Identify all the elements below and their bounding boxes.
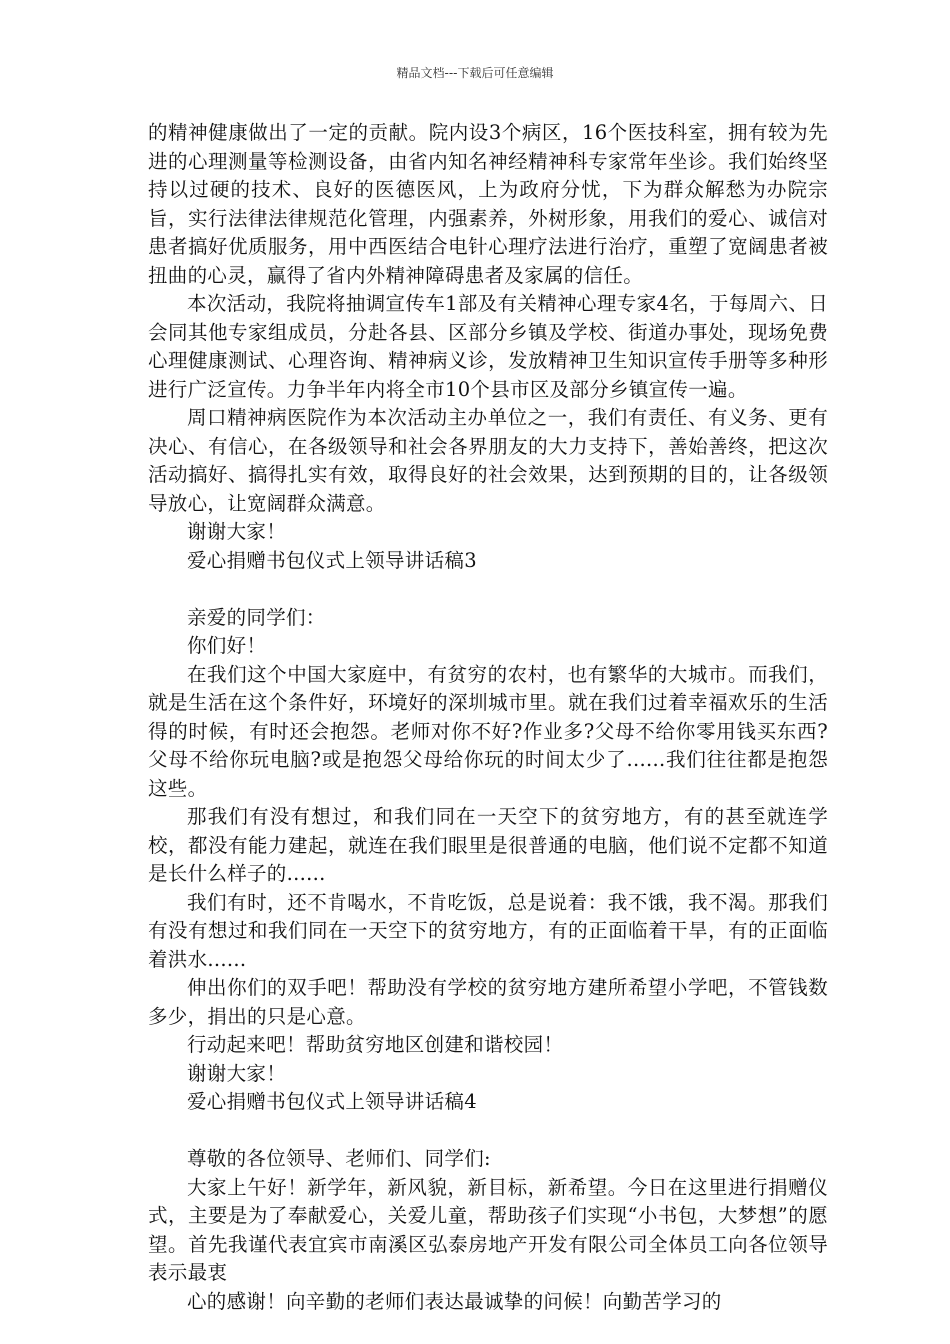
paragraph: 在我们这个中国大家庭中，有贫穷的农村，也有繁华的大城市。而我们，就是生活在这个条件好，环境好的深圳城市里。就在我们过着幸福欢乐的生活得的时候，有时还会抱怨。老师对你不好?作业多?父母不给你零用钱买东西?父母不给你玩电脑?或是抱怨父母给你玩的时间太少了......我们往往都是抱怨这些。 <box>148 662 828 800</box>
paragraph: 伸出你们的双手吧！帮助没有学校的贫穷地方建所希望小学吧，不管钱数多少，捐出的只是心意。 <box>148 976 828 1028</box>
paragraph: 周口精神病医院作为本次活动主办单位之一，我们有责任、有义务、更有决心、有信心，在各级领导和社会各界朋友的大力支持下，善始善终，把这次活动搞好、搞得扎实有效，取得良好的社会效果，达到预期的目的，让各级领导放心，让宽阔群众满意。 <box>148 406 828 515</box>
paragraph: 那我们有没有想过，和我们同在一天空下的贫穷地方，有的甚至就连学校，都没有能力建起，就连在我们眼里是很普通的电脑，他们说不定都不知道是长什么样子的...... <box>148 805 828 885</box>
paragraph: 我们有时，还不肯喝水，不肯吃饭，总是说着：我不饿，我不渴。那我们有没有想过和我们同在一天空下的贫穷地方，有的正面临着干旱，有的正面临着洪水...... <box>148 890 828 971</box>
blank-line <box>148 1117 828 1146</box>
blank-line <box>148 575 828 604</box>
paragraph: 爱心捐赠书包仪式上领导讲话稿3 <box>187 548 477 572</box>
paragraph: 行动起来吧！帮助贫穷地区创建和谐校园！ <box>187 1033 564 1056</box>
paragraph: 亲爱的同学们： <box>187 605 326 629</box>
page-header: 精品文档---下载后可任意编辑 <box>396 66 554 80</box>
paragraph: 爱心捐赠书包仪式上领导讲话稿4 <box>187 1090 477 1113</box>
paragraph: 的精神健康做出了一定的贡献。院内设3个病区，16个医技科室，拥有较为先进的心理测量等检测设备，由省内知名神经精神科专家常年坐诊。我们始终坚持以过硬的技术、良好的医德医风，上为政府分忧，下为群众解愁为办院宗旨，实行法律法律规范化管理，内强素养，外树形象，用我们的爱心、诚信对患者搞好优质服务，用中西医结合电针心理疗法进行治疗，重塑了宽阔患者被扭曲的心灵，赢得了省内外精神障碍患者及家属的信任。 <box>148 121 828 287</box>
paragraph: 谢谢大家！ <box>187 520 287 543</box>
paragraph: 尊敬的各位领导、老师们、同学们: <box>187 1147 491 1170</box>
paragraph: 你们好！ <box>187 634 267 657</box>
paragraph: 谢谢大家！ <box>187 1061 287 1085</box>
paragraph: 本次活动，我院将抽调宣传车1部及有关精神心理专家4名，于每周六、日会同其他专家组成员，分赴各县、区部分乡镇及学校、街道办事处，现场免费心理健康测试、心理咨询、精神病义诊，发放精神卫生知识宣传手册等多种形进行广泛宣传。力争半年内将全市10个县市区及部分乡镇宣传一遍。 <box>148 292 828 401</box>
document-body <box>148 119 828 1316</box>
paragraph: 大家上午好！新学年，新风貌，新目标，新希望。今日在这里进行捐赠仪式，主要是为了奉献爱心，关爱儿童，帮助孩子们实现“小书包，大梦想”的愿望。首先我谨代表宜宾市南溪区弘泰房地产开发有限公司全体员工向各位领导表示最衷 <box>148 1175 828 1284</box>
paragraph: 心的感谢！向辛勤的老师们表达最诚挚的问候！向勤苦学习的 <box>187 1289 722 1313</box>
